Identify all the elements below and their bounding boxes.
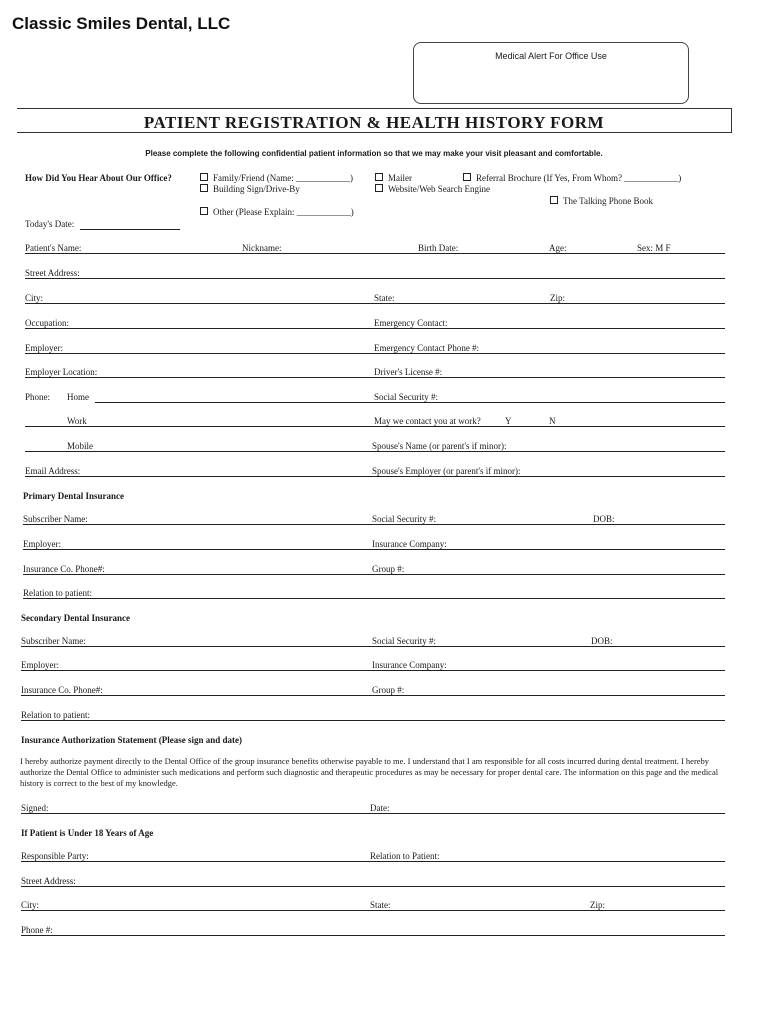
checkbox-icon (463, 173, 471, 181)
employer-line[interactable] (25, 353, 725, 354)
primary-phone-label: Insurance Co. Phone#: (23, 564, 105, 574)
employer-location-label: Employer Location: (25, 367, 98, 377)
phone-mobile-line[interactable] (25, 451, 725, 452)
drivers-license-label: Driver's License #: (374, 367, 443, 377)
checkbox-icon (200, 207, 208, 215)
primary-subscriber-line[interactable] (23, 524, 725, 525)
primary-dob-label: DOB: (593, 514, 615, 524)
checkbox-icon (375, 173, 383, 181)
responsible-party-line[interactable] (21, 861, 725, 862)
secondary-phone-line[interactable] (21, 695, 725, 696)
checkbox-icon (550, 196, 558, 204)
email-label: Email Address: (25, 466, 81, 476)
minor-street-label: Street Address: (21, 876, 76, 886)
primary-employer-line[interactable] (23, 549, 725, 550)
minor-heading: If Patient is Under 18 Years of Age (21, 828, 154, 838)
emergency-phone-label: Emergency Contact Phone #: (374, 343, 480, 353)
referral-option-brochure[interactable] (463, 173, 681, 183)
phone-mobile-label: Mobile (67, 441, 93, 451)
secondary-subscriber-label: Subscriber Name: (21, 636, 86, 646)
minor-city-line[interactable] (21, 910, 725, 911)
minor-state-label: State: (370, 900, 391, 910)
authorization-statement: I hereby authorize payment directly to the Dental Office of the group insurance benefits otherwise payable to me. I understand that I am responsible for all costs incurred during dental treatment. I hereby authorize the Dental Office to administer such medications and perform such diagnostic and therapeutic procedures as may be necessary for proper dental care. The information on this page and the medical history is correct to the best of my knowledge. (20, 756, 719, 788)
nickname-label: Nickname: (242, 243, 282, 253)
phone-work-line[interactable] (25, 426, 725, 427)
employer-label: Employer: (25, 343, 63, 353)
company-name: Classic Smiles Dental, LLC (12, 14, 231, 33)
primary-group-label: Group #: (372, 564, 405, 574)
referral-option-family-label: Family/Friend (Name: ____________) (213, 173, 353, 183)
responsible-party-label: Responsible Party: (21, 851, 89, 861)
phone-label: Phone: (25, 392, 51, 402)
phone-work-label: Work (67, 416, 87, 426)
city-label: City: (25, 293, 44, 303)
primary-employer-label: Employer: (23, 539, 61, 549)
primary-relation-line[interactable] (23, 598, 725, 599)
referral-option-other-label: Other (Please Explain: ____________) (213, 207, 354, 217)
secondary-relation-label: Relation to patient: (21, 710, 90, 720)
referral-question: How Did You Hear About Our Office? (25, 173, 172, 183)
referral-option-website-label: Website/Web Search Engine (388, 184, 491, 194)
minor-city-label: City: (21, 900, 40, 910)
secondary-phone-label: Insurance Co. Phone#: (21, 685, 103, 695)
checkbox-icon (200, 173, 208, 181)
primary-relation-label: Relation to patient: (23, 588, 92, 598)
signed-date-label: Date: (370, 803, 390, 813)
patient-name-label: Patient's Name: (25, 243, 82, 253)
street-address-line[interactable] (25, 278, 725, 279)
may-contact-yes[interactable]: Y (505, 416, 512, 426)
email-line[interactable] (25, 476, 725, 477)
checkbox-icon (375, 184, 383, 192)
secondary-ssn-label: Social Security #: (372, 636, 436, 646)
spouse-name-label: Spouse's Name (or parent's if minor): (372, 441, 507, 451)
referral-option-phonebook[interactable] (550, 196, 653, 206)
minor-zip-label: Zip: (590, 900, 605, 910)
referral-option-brochure-label: Referral Brochure (If Yes, From Whom? ____________) (476, 173, 682, 183)
secondary-employer-line[interactable] (21, 670, 725, 671)
secondary-employer-label: Employer: (21, 660, 59, 670)
secondary-dob-label: DOB: (591, 636, 613, 646)
secondary-group-label: Group #: (372, 685, 405, 695)
authorization-heading: Insurance Authorization Statement (Please sign and date) (21, 735, 242, 745)
referral-option-phonebook-label: The Talking Phone Book (563, 196, 653, 206)
medical-alert-box (413, 42, 689, 104)
primary-insurance-heading: Primary Dental Insurance (23, 491, 124, 501)
zip-label: Zip: (550, 293, 565, 303)
primary-subscriber-label: Subscriber Name: (23, 514, 88, 524)
secondary-company-label: Insurance Company: (372, 660, 447, 670)
patient-name-line[interactable] (25, 253, 725, 254)
state-label: State: (374, 293, 395, 303)
phone-home-line[interactable] (95, 402, 725, 403)
sex-label: Sex: M F (637, 243, 671, 253)
signed-label: Signed: (21, 803, 49, 813)
checkbox-icon (200, 184, 208, 192)
referral-option-mailer-label: Mailer (388, 173, 412, 183)
spouse-employer-label: Spouse's Employer (or parent's if minor): (372, 466, 521, 476)
birth-date-label: Birth Date: (418, 243, 459, 253)
referral-option-building[interactable] (200, 184, 300, 194)
minor-phone-label: Phone #: (21, 925, 53, 935)
referral-option-family[interactable] (200, 173, 353, 183)
secondary-relation-line[interactable] (21, 720, 725, 721)
referral-option-website[interactable] (375, 184, 490, 194)
phone-home-label: Home (67, 392, 89, 402)
secondary-subscriber-line[interactable] (21, 646, 725, 647)
referral-option-building-label: Building Sign/Drive-By (213, 184, 300, 194)
may-contact-label: May we contact you at work? (374, 416, 481, 426)
minor-street-line[interactable] (21, 886, 725, 887)
form-subtitle: Please complete the following confidential patient information so that we may make your visit pleasant and comfortable. (145, 149, 603, 158)
minor-phone-line[interactable] (21, 935, 725, 936)
primary-ssn-label: Social Security #: (372, 514, 436, 524)
occupation-label: Occupation: (25, 318, 69, 328)
may-contact-no[interactable]: N (549, 416, 556, 426)
occupation-line[interactable] (25, 328, 725, 329)
street-address-label: Street Address: (25, 268, 80, 278)
todays-date-line[interactable] (80, 229, 180, 230)
primary-phone-line[interactable] (23, 574, 725, 575)
form-title: PATIENT REGISTRATION & HEALTH HISTORY FORM (143, 113, 605, 132)
primary-company-label: Insurance Company: (372, 539, 447, 549)
medical-alert-label: Medical Alert For Office Use (495, 51, 607, 61)
signature-line[interactable] (21, 813, 725, 814)
age-label: Age: (549, 243, 567, 253)
employer-location-line[interactable] (25, 377, 725, 378)
city-line[interactable] (25, 303, 725, 304)
todays-date-label: Today's Date: (25, 219, 75, 229)
referral-option-other[interactable] (200, 207, 354, 217)
relation-to-patient-label: Relation to Patient: (370, 851, 440, 861)
secondary-insurance-heading: Secondary Dental Insurance (21, 613, 131, 623)
referral-option-mailer[interactable] (375, 173, 412, 183)
ssn-label: Social Security #: (374, 392, 438, 402)
emergency-contact-label: Emergency Contact: (374, 318, 448, 328)
